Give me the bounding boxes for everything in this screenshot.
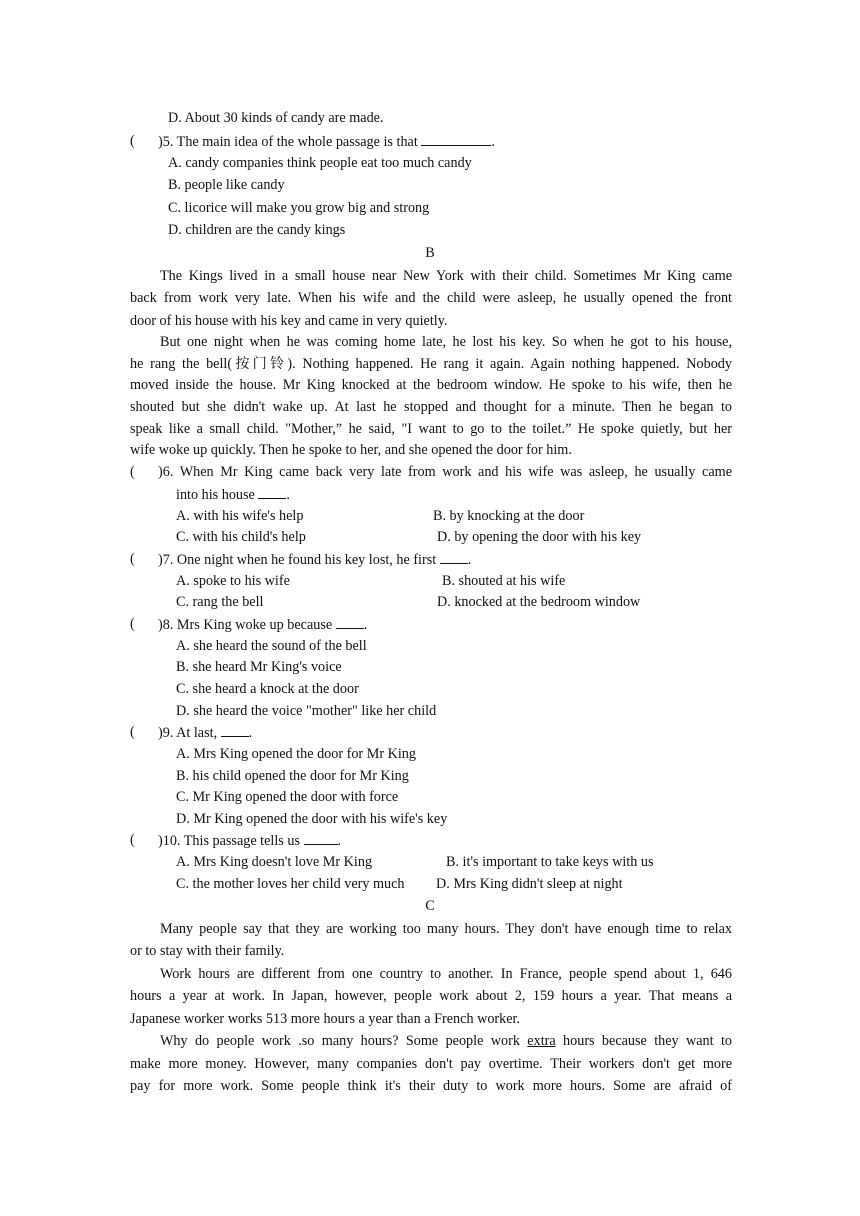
q6-blank (258, 485, 286, 499)
q9-option-a: A. Mrs King opened the door for Mr King (176, 746, 416, 762)
q10-option-c: C. the mother loves her child very much (176, 876, 405, 892)
q7-option-d: D. knocked at the bedroom window (437, 594, 641, 610)
c-p3-text-after: hours because they want to (563, 1033, 732, 1049)
q5-option-b: B. people like candy (168, 177, 285, 193)
c-p3-underlined-word: extra (527, 1033, 556, 1049)
q7-option-b: B. shouted at his wife (442, 573, 566, 589)
b-p2-line1: But one night when he was coming home late, he lost his key. So when he got to his house, (160, 334, 732, 350)
q6-option-c: C. with his child's help (176, 529, 306, 545)
q10-blank (304, 831, 338, 845)
c-p3-line2: make more money. However, many companies don't pay overtime. Their workers don't get more (130, 1056, 732, 1072)
b-p1-line1: The Kings lived in a small house near New York with their child. Sometimes Mr King came (160, 268, 732, 284)
q5-end: . (491, 134, 495, 150)
b-p2-line2: he rang the bell(按门铃). Nothing happened. He rang it again. Again nothing happened. Nobody (130, 356, 732, 372)
q8-stem-text: )8. Mrs King woke up because (158, 617, 333, 633)
q9-stem (158, 723, 252, 742)
q9-option-d: D. Mr King opened the door with his wife's key (176, 811, 448, 827)
q8-option-c: C. she heard a knock at the door (176, 681, 359, 697)
q9-end: . (248, 725, 253, 741)
q6-option-d: D. by opening the door with his key (437, 529, 642, 545)
q8-option-b: B. she heard Mr King's voice (176, 659, 342, 675)
q8-option-a: A. she heard the sound of the bell (176, 638, 367, 654)
q10-stem-text: )10. This passage tells us (158, 833, 300, 849)
q5-option-d: D. children are the candy kings (168, 222, 346, 238)
q5-stem-text: 5. The main idea of the whole passage is that (162, 134, 418, 150)
q7-answer-paren[interactable]: ( (130, 551, 135, 567)
c-p1-line2: or to stay with their family. (130, 943, 285, 959)
q8-stem (158, 615, 367, 634)
b-p2-line3: moved inside the house. Mr King knocked at the bedroom window. He spoke to his wife, then he (130, 377, 732, 393)
q9-stem-text: )9. At last, (158, 725, 218, 741)
q6-stem-line2 (176, 485, 290, 504)
q7-blank (440, 550, 468, 564)
c-p3-text-before: Why do people work .so many hours? Some people work (160, 1033, 520, 1049)
c-p2-line2: hours a year at work. In Japan, however, people work about 2, 159 hours a year. That means a (130, 988, 732, 1004)
q8-end: . (363, 617, 368, 633)
q5-stem (158, 132, 495, 151)
b-p1-line3: door of his house with his key and came in very quietly. (130, 313, 448, 329)
q5-answer-paren[interactable]: ( (130, 133, 135, 149)
q6-option-a: A. with his wife's help (176, 508, 304, 524)
q6-stem-line1: )6. When Mr King came back very late from work and his wife was asleep, he usually came (158, 464, 732, 480)
q6-option-b: B. by knocking at the door (433, 508, 585, 524)
q7-stem (158, 550, 471, 569)
b-p1-line2: back from work very late. When his wife and the child were asleep, he usually opened the front (130, 290, 732, 306)
q8-blank (336, 615, 364, 629)
b-p2-line4: shouted but she didn't wake up. At last he stopped and thought for a minute. Then he began to (130, 399, 732, 415)
b-p2-line5: speak like a small child. "Mother,” he said, "I want to go to the toilet.” He spoke quietly, but her (130, 421, 732, 437)
q9-option-b: B. his child opened the door for Mr King (176, 768, 409, 784)
q9-option-c: C. Mr King opened the door with force (176, 789, 399, 805)
q7-option-c: C. rang the bell (176, 594, 264, 610)
q5-option-a: A. candy companies think people eat too much candy (168, 155, 472, 171)
q5-paren-close: ) (158, 134, 163, 150)
c-p2-line3: Japanese worker works 513 more hours a year than a French worker. (130, 1011, 521, 1027)
q10-option-d: D. Mrs King didn't sleep at night (436, 876, 623, 892)
q6-end: . (286, 487, 290, 503)
q10-end: . (337, 833, 342, 849)
q7-end: . (467, 552, 472, 568)
q10-answer-paren[interactable]: ( (130, 832, 135, 848)
c-p1-line1: Many people say that they are working too many hours. They don't have enough time to relax (160, 921, 732, 937)
section-c-heading: C (425, 898, 435, 914)
q10-option-b: B. it's important to take keys with us (446, 854, 654, 870)
b-p2-line6: wife woke up quickly. Then he spoke to her, and she opened the door for him. (130, 442, 572, 458)
q9-answer-paren[interactable]: ( (130, 724, 135, 740)
c-p3-line3: pay for more work. Some people think it's their duty to work more hours. Some are afraid of (130, 1078, 732, 1094)
q10-stem (158, 831, 341, 850)
q6-answer-paren[interactable]: ( (130, 464, 135, 480)
q8-answer-paren[interactable]: ( (130, 616, 135, 632)
c-p3-line1 (160, 1032, 732, 1050)
q5-blank (421, 132, 491, 146)
q5-option-c: C. licorice will make you grow big and strong (168, 200, 430, 216)
q10-option-a: A. Mrs King doesn't love Mr King (176, 854, 373, 870)
q6-stem-text: into his house (176, 487, 255, 503)
section-b-heading: B (425, 245, 435, 261)
c-p2-line1: Work hours are different from one country to another. In France, people spend about 1, 646 (160, 966, 732, 982)
q9-blank (221, 723, 249, 737)
q7-stem-text: )7. One night when he found his key lost, he first (158, 552, 437, 568)
q7-option-a: A. spoke to his wife (176, 573, 290, 589)
q4-option-d: D. About 30 kinds of candy are made. (168, 110, 384, 126)
q8-option-d: D. she heard the voice "mother" like her child (176, 703, 437, 719)
